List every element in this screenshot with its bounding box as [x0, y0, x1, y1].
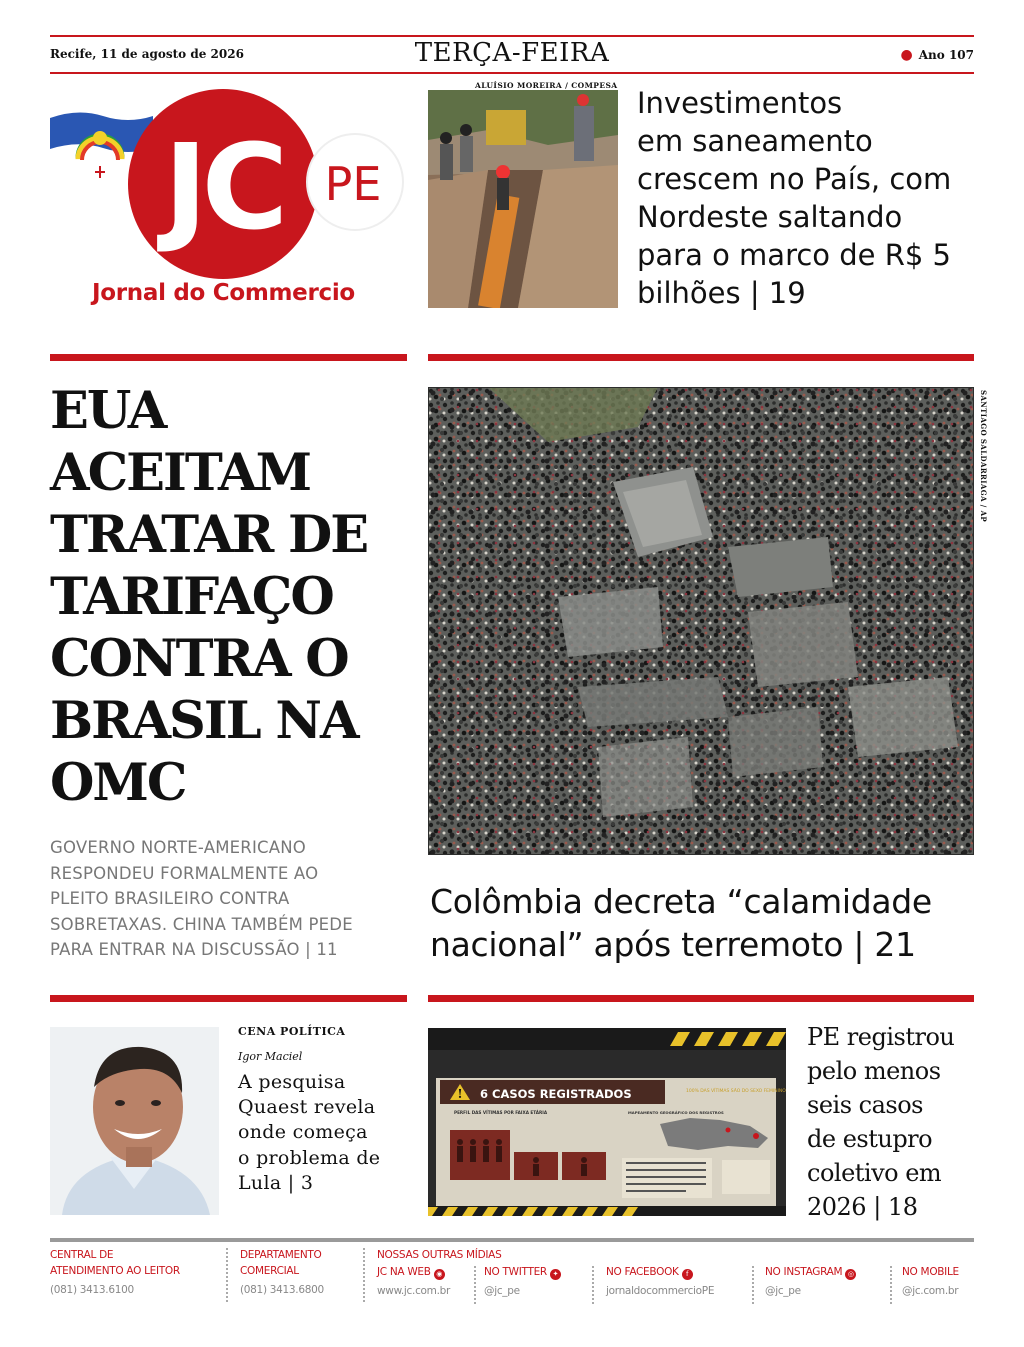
weekday-label: TERÇA-FEIRA: [414, 38, 610, 68]
footer-central-title-1: CENTRAL DE: [50, 1249, 114, 1261]
footer-separator: [752, 1266, 754, 1304]
footer-instagram-block[interactable]: [765, 1264, 856, 1297]
edition-date: Recife, 11 de agosto de 2026: [50, 47, 244, 61]
footer-separator: [592, 1266, 594, 1304]
section-rule-left: [50, 354, 407, 361]
main-subhead: [50, 835, 395, 963]
headline-line: o problema de: [238, 1146, 381, 1169]
trench-photo-image: [428, 90, 618, 308]
logo-letters: JC: [163, 118, 283, 256]
footer-rule: [50, 1238, 974, 1242]
section-rule-right: [428, 354, 974, 361]
headline-line: Quaest revela: [238, 1096, 376, 1119]
headline-line: seis casos: [807, 1091, 923, 1119]
footer-mobile-title: NO MOBILE: [902, 1266, 959, 1278]
footer-facebook-block[interactable]: [606, 1264, 714, 1297]
footer-web-block[interactable]: [377, 1264, 450, 1297]
headline-line: Nordeste saltando: [637, 200, 903, 234]
headline-line: nacional” após terremoto | 21: [430, 925, 916, 964]
subhead-line: RESPONDEU FORMALMENTE AO: [50, 863, 319, 883]
headline-line: EUA: [50, 381, 166, 441]
headline-line: Colômbia decreta “calamidade: [430, 882, 932, 921]
columnist-portrait-image: [50, 1027, 219, 1215]
headline-line: TARIFAÇO: [50, 567, 333, 627]
headline-line: PE registrou: [807, 1023, 955, 1051]
subhead-line: PLEITO BRASILEIRO CONTRA: [50, 889, 290, 908]
earthquake-aerial-image: [428, 387, 974, 855]
headline-line: BRASIL NA: [50, 691, 358, 751]
twitter-icon: ✦: [550, 1269, 561, 1280]
headline-line: CONTRA O: [50, 629, 348, 689]
headline-line: Investimentos: [637, 86, 843, 120]
instagram-icon: ◎: [845, 1269, 856, 1280]
section-rule-right-2: [428, 995, 974, 1002]
headline-line: onde começa: [238, 1121, 368, 1144]
photo-credit-top: ALUÍSIO MOREIRA / COMPESA: [475, 81, 618, 90]
footer-comercial-phone[interactable]: (081) 3413.6800: [240, 1284, 324, 1296]
footer-separator: [226, 1248, 228, 1302]
infographic-image: [428, 1028, 786, 1216]
side-story-headline[interactable]: [807, 1020, 982, 1224]
footer-separator: [363, 1248, 365, 1302]
infographic-age-label: PERFIL DAS VÍTIMAS POR FAIXA ETÁRIA: [454, 1110, 548, 1115]
footer-comercial-block: [240, 1247, 324, 1296]
headline-line: pelo menos: [807, 1057, 941, 1085]
footer-twitter-title: NO TWITTER: [484, 1266, 547, 1278]
logo-subtitle: Jornal do Commercio: [92, 280, 355, 306]
header-top-rule: [50, 35, 974, 37]
headline-line: coletivo em: [807, 1159, 942, 1187]
subhead-line: PARA ENTRAR NA DISCUSSÃO | 11: [50, 940, 338, 959]
footer-mobile-block[interactable]: [902, 1264, 959, 1297]
footer-web-title: JC NA WEB: [377, 1266, 431, 1278]
headline-line: OMC: [50, 753, 186, 813]
earthquake-photo[interactable]: [428, 387, 974, 855]
bullet-icon: ●: [900, 47, 913, 63]
infographic-title: 6 CASOS REGISTRADOS: [480, 1087, 632, 1101]
footer-central-block: [50, 1247, 180, 1296]
footer-facebook-title: NO FACEBOOK: [606, 1266, 679, 1278]
headline-line: Lula | 3: [238, 1171, 314, 1194]
subhead-line: GOVERNO NORTE-AMERICANO: [50, 838, 306, 857]
year-label: Ano 107: [918, 48, 974, 62]
footer-central-phone[interactable]: (081) 3413.6100: [50, 1284, 134, 1296]
photo-credit-quake: [976, 390, 990, 590]
footer-comercial-title-2: COMERCIAL: [240, 1265, 299, 1277]
footer-instagram-handle[interactable]: @jc_pe: [765, 1285, 801, 1297]
column-author: Igor Maciel: [238, 1050, 303, 1063]
edition-year: [901, 47, 974, 63]
globe-icon: ◉: [434, 1269, 445, 1280]
header-bottom-rule: [50, 72, 974, 74]
quake-headline[interactable]: [430, 880, 990, 966]
column-kicker: CENA POLÍTICA: [238, 1025, 346, 1038]
footer-separator: [890, 1266, 892, 1304]
footer-twitter-handle[interactable]: @jc_pe: [484, 1285, 520, 1297]
sanitation-photo[interactable]: [428, 90, 618, 308]
column-headline[interactable]: [238, 1070, 403, 1196]
footer-central-title-2: ATENDIMENTO AO LEITOR: [50, 1265, 180, 1277]
footer-facebook-page[interactable]: jornaldocommercioPE: [606, 1285, 715, 1297]
rape-cases-infographic[interactable]: [428, 1028, 786, 1216]
headline-line: crescem no País, com: [637, 162, 952, 196]
subhead-line: SOBRETAXAS. CHINA TAMBÉM PEDE: [50, 914, 353, 934]
facebook-icon: f: [682, 1269, 693, 1280]
footer-instagram-title: NO INSTAGRAM: [765, 1266, 843, 1278]
photo-credit-text: SANTIAGO SALDARRIAGA / AP: [979, 390, 988, 523]
footer-web-link[interactable]: www.jc.com.br: [377, 1285, 451, 1297]
headline-line: 2026 | 18: [807, 1193, 918, 1221]
footer-mobile-link[interactable]: @jc.com.br: [902, 1285, 959, 1297]
svg-text:!: !: [457, 1087, 463, 1101]
headline-line: em saneamento: [637, 124, 873, 158]
headline-line: ACEITAM: [50, 443, 311, 503]
headline-line: para o marco de R$ 5: [637, 238, 952, 272]
headline-line: TRATAR DE: [50, 505, 368, 565]
columnist-avatar[interactable]: [50, 1027, 219, 1215]
headline-line: A pesquisa: [238, 1071, 346, 1093]
headline-line: de estupro: [807, 1125, 933, 1153]
footer-twitter-block[interactable]: [484, 1264, 561, 1297]
infographic-note: 100% DAS VÍTIMAS SÃO DO SEXO FEMININO: [686, 1089, 786, 1094]
footer-other-media-title: NOSSAS OUTRAS MÍDIAS: [377, 1249, 502, 1261]
headline-line: bilhões | 19: [637, 276, 806, 310]
section-rule-left-2: [50, 995, 407, 1002]
top-story-headline[interactable]: [637, 84, 982, 312]
logo-state: PE: [324, 157, 382, 211]
footer-comercial-title-1: DEPARTAMENTO: [240, 1249, 322, 1261]
main-headline[interactable]: [50, 380, 410, 814]
footer-separator: [474, 1266, 476, 1304]
infographic-map-label: MAPEAMENTO GEOGRÁFICO DOS REGISTROS: [628, 1110, 724, 1115]
